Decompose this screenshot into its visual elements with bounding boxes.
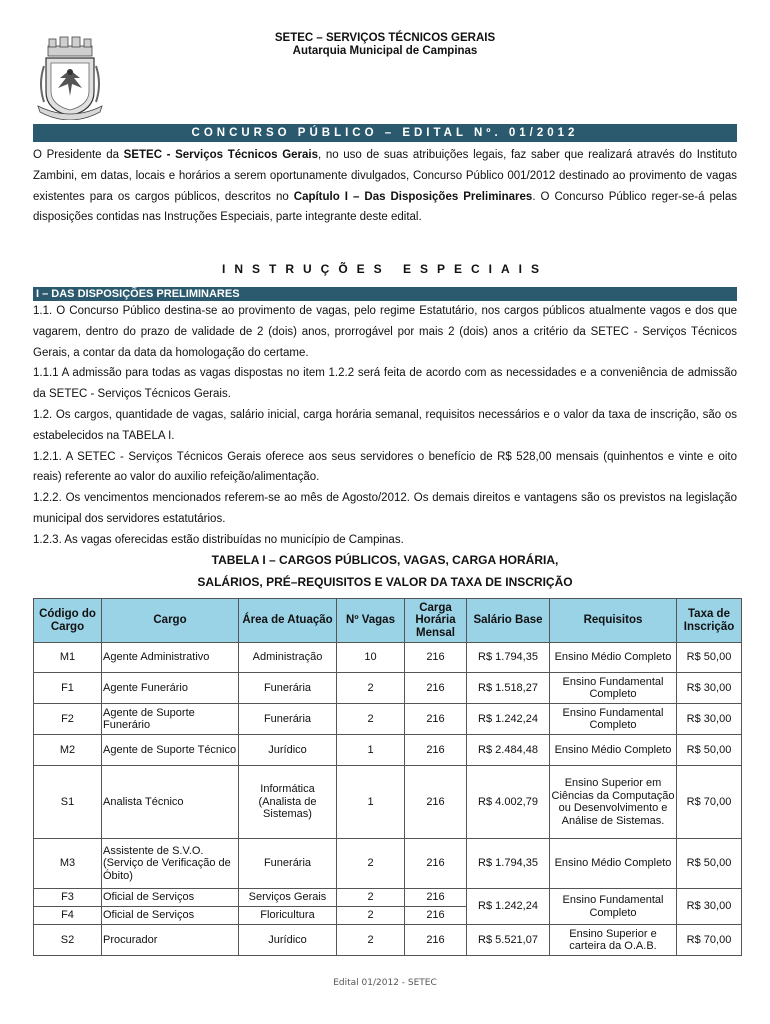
cell-area: Funerária bbox=[239, 839, 337, 889]
page-header bbox=[0, 26, 770, 126]
provision-item: 1.1.1 A admissão para todas as vagas dispostas no item 1.2.2 será feita de acordo com as necessidades e a conveniência de admissão da SETEC - Serviços Técnicos Gerais. bbox=[33, 367, 737, 401]
cell-area: Jurídico bbox=[239, 735, 337, 766]
page-footer: Edital 01/2012 - SETEC bbox=[333, 978, 437, 988]
table-row bbox=[34, 925, 742, 956]
cell-taxa: R$ 70,00 bbox=[677, 925, 742, 956]
cell-carga: 216 bbox=[405, 907, 467, 925]
cell-taxa: R$ 30,00 bbox=[677, 704, 742, 735]
table-row bbox=[34, 704, 742, 735]
cell-vagas: 2 bbox=[337, 704, 405, 735]
cell-carga: 216 bbox=[405, 839, 467, 889]
cell-vagas: 2 bbox=[337, 673, 405, 704]
cell-requisitos-merged: Ensino Fundamental Completo bbox=[550, 889, 677, 925]
cell-cargo: Agente Administrativo bbox=[102, 643, 239, 673]
cell-cargo: Agente de Suporte Funerário bbox=[102, 704, 239, 735]
cell-vagas: 1 bbox=[337, 766, 405, 839]
cell-carga: 216 bbox=[405, 643, 467, 673]
cell-cargo: Agente Funerário bbox=[102, 673, 239, 704]
col-header-code: Código do Cargo bbox=[34, 599, 102, 643]
provision-item: 1.2.3. As vagas oferecidas estão distribuídas no município de Campinas. bbox=[33, 533, 404, 546]
cell-salario: R$ 1.794,35 bbox=[467, 839, 550, 889]
cell-code: M2 bbox=[34, 735, 102, 766]
cell-carga: 216 bbox=[405, 704, 467, 735]
provisions-list bbox=[33, 301, 737, 551]
cell-taxa: R$ 70,00 bbox=[677, 766, 742, 839]
cell-carga: 216 bbox=[405, 925, 467, 956]
cell-taxa-merged: R$ 30,00 bbox=[677, 889, 742, 925]
cell-salario: R$ 1.794,35 bbox=[467, 643, 550, 673]
cell-cargo: Procurador bbox=[102, 925, 239, 956]
table-row bbox=[34, 839, 742, 889]
cell-vagas: 10 bbox=[337, 643, 405, 673]
table-header-row bbox=[34, 599, 742, 643]
cell-code: S2 bbox=[34, 925, 102, 956]
table-row bbox=[34, 735, 742, 766]
org-line-2: Autarquia Municipal de Campinas bbox=[292, 45, 478, 57]
table-row bbox=[34, 643, 742, 673]
cell-requisitos: Ensino Fundamental Completo bbox=[550, 673, 677, 704]
cell-carga: 216 bbox=[405, 735, 467, 766]
cell-code: M1 bbox=[34, 643, 102, 673]
cell-vagas: 2 bbox=[337, 907, 405, 925]
cell-vagas: 2 bbox=[337, 839, 405, 889]
cell-cargo: Oficial de Serviços bbox=[102, 907, 239, 925]
provision-item: 1.2.1. A SETEC - Serviços Técnicos Gerais oferece aos seus servidores o benefício de R$ 528,00 mensais (quinhentos e vinte e oito reais) referente ao valor do auxilio refeição/alimentação. bbox=[33, 450, 737, 484]
table-row bbox=[34, 673, 742, 704]
cell-area: Floricultura bbox=[239, 907, 337, 925]
cell-requisitos: Ensino Médio Completo bbox=[550, 643, 677, 673]
col-header-area: Área de Atuação bbox=[239, 599, 337, 643]
col-header-cargo: Cargo bbox=[102, 599, 239, 643]
intro-paragraph: O Presidente da SETEC - Serviços Técnicos Gerais, no uso de suas atribuições legais, faz saber que realizará através do Instituto Zambini, em datas, locais e horários a serem oportunamente divulgados, Concurso Público 001/2012 destinado ao provimento de vagas existentes para os cargos públicos, descritos no Capítulo I – Das Disposições Preliminares. O Concurso Público reger-se-á pelas disposições contidas nas Instruções Especiais, parte integrante deste edital. bbox=[33, 149, 737, 224]
org-line-1: SETEC – SERVIÇOS TÉCNICOS GERAIS bbox=[274, 32, 496, 44]
cell-salario: R$ 1.242,24 bbox=[467, 704, 550, 735]
cell-area: Informática (Analista de Sistemas) bbox=[239, 766, 337, 839]
cell-taxa: R$ 50,00 bbox=[677, 839, 742, 889]
col-header-salario: Salário Base bbox=[467, 599, 550, 643]
col-header-requisitos: Requisitos bbox=[550, 599, 677, 643]
table-caption: TABELA I – CARGOS PÚBLICOS, VAGAS, CARGA HORÁRIA, bbox=[211, 553, 559, 567]
cell-code: F1 bbox=[34, 673, 102, 704]
cell-salario: R$ 1.518,27 bbox=[467, 673, 550, 704]
cell-cargo: Oficial de Serviços bbox=[102, 889, 239, 907]
chapter-bold: Capítulo I – Das Disposições Preliminares bbox=[293, 190, 533, 203]
cell-taxa: R$ 50,00 bbox=[677, 735, 742, 766]
cell-code: M3 bbox=[34, 839, 102, 889]
table-row bbox=[34, 889, 742, 907]
col-header-taxa: Taxa de Inscrição bbox=[677, 599, 742, 643]
cell-cargo: Assistente de S.V.O. (Serviço de Verificação de Óbito) bbox=[102, 839, 239, 889]
edital-title-bar: CONCURSO PÚBLICO – EDITAL Nº. 01/2012 bbox=[33, 124, 737, 142]
cell-code: F4 bbox=[34, 907, 102, 925]
cell-area: Jurídico bbox=[239, 925, 337, 956]
section-bar: I – DAS DISPOSIÇÕES PRELIMINARES bbox=[33, 287, 737, 301]
cell-requisitos: Ensino Superior e carteira da O.A.B. bbox=[550, 925, 677, 956]
cell-carga: 216 bbox=[405, 766, 467, 839]
col-header-carga: Carga Horária Mensal bbox=[405, 599, 467, 643]
cell-salario: R$ 4.002,79 bbox=[467, 766, 550, 839]
cell-vagas: 2 bbox=[337, 925, 405, 956]
cell-carga: 216 bbox=[405, 889, 467, 907]
cell-cargo: Analista Técnico bbox=[102, 766, 239, 839]
cell-code: F3 bbox=[34, 889, 102, 907]
col-header-vagas: Nº Vagas bbox=[337, 599, 405, 643]
cell-area: Serviços Gerais bbox=[239, 889, 337, 907]
table-row bbox=[34, 766, 742, 839]
cell-vagas: 2 bbox=[337, 889, 405, 907]
cell-area: Funerária bbox=[239, 673, 337, 704]
cell-taxa: R$ 30,00 bbox=[677, 673, 742, 704]
cell-requisitos: Ensino Médio Completo bbox=[550, 839, 677, 889]
cell-code: F2 bbox=[34, 704, 102, 735]
cell-salario: R$ 5.521,07 bbox=[467, 925, 550, 956]
organization-name bbox=[0, 32, 770, 58]
cell-salario-merged: R$ 1.242,24 bbox=[467, 889, 550, 925]
cell-area: Funerária bbox=[239, 704, 337, 735]
cell-code: S1 bbox=[34, 766, 102, 839]
cell-salario: R$ 2.484,48 bbox=[467, 735, 550, 766]
cell-vagas: 1 bbox=[337, 735, 405, 766]
cell-requisitos: Ensino Fundamental Completo bbox=[550, 704, 677, 735]
provision-item: 1.1. O Concurso Público destina-se ao provimento de vagas, pelo regime Estatutário, nos cargos públicos atualmente vagos e dos que vagarem, dentro do prazo de validade de 2 (dois) anos, prorrogável por mais 2 (dois) anos a critério da SETEC - Serviços Técnicos Gerais, a contar da data da homologação do certame. bbox=[33, 305, 737, 359]
cell-cargo: Agente de Suporte Técnico bbox=[102, 735, 239, 766]
provision-item: 1.2.2. Os vencimentos mencionados referem-se ao mês de Agosto/2012. Os demais direitos e vantagens são os previstos na legislação municipal dos servidores estatutários. bbox=[33, 492, 737, 525]
instructions-heading: INSTRUÇÕES ESPECIAIS bbox=[221, 262, 549, 276]
provision-item: 1.2. Os cargos, quantidade de vagas, salário inicial, carga horária semanal, requisitos necessários e o valor da taxa de inscrição, são os estabelecidos na TABELA I. bbox=[33, 408, 737, 442]
cell-carga: 216 bbox=[405, 673, 467, 704]
cell-requisitos: Ensino Médio Completo bbox=[550, 735, 677, 766]
cell-area: Administração bbox=[239, 643, 337, 673]
table-caption-line-2: SALÁRIOS, PRÉ–REQUISITOS E VALOR DA TAXA DE INSCRIÇÃO bbox=[197, 575, 573, 589]
cell-requisitos: Ensino Superior em Ciências da Computação ou Desenvolvimento e Análise de Sistemas. bbox=[550, 766, 677, 839]
setec-bold: SETEC - Serviços Técnicos Gerais bbox=[123, 149, 318, 161]
positions-table bbox=[33, 598, 742, 956]
cell-taxa: R$ 50,00 bbox=[677, 643, 742, 673]
